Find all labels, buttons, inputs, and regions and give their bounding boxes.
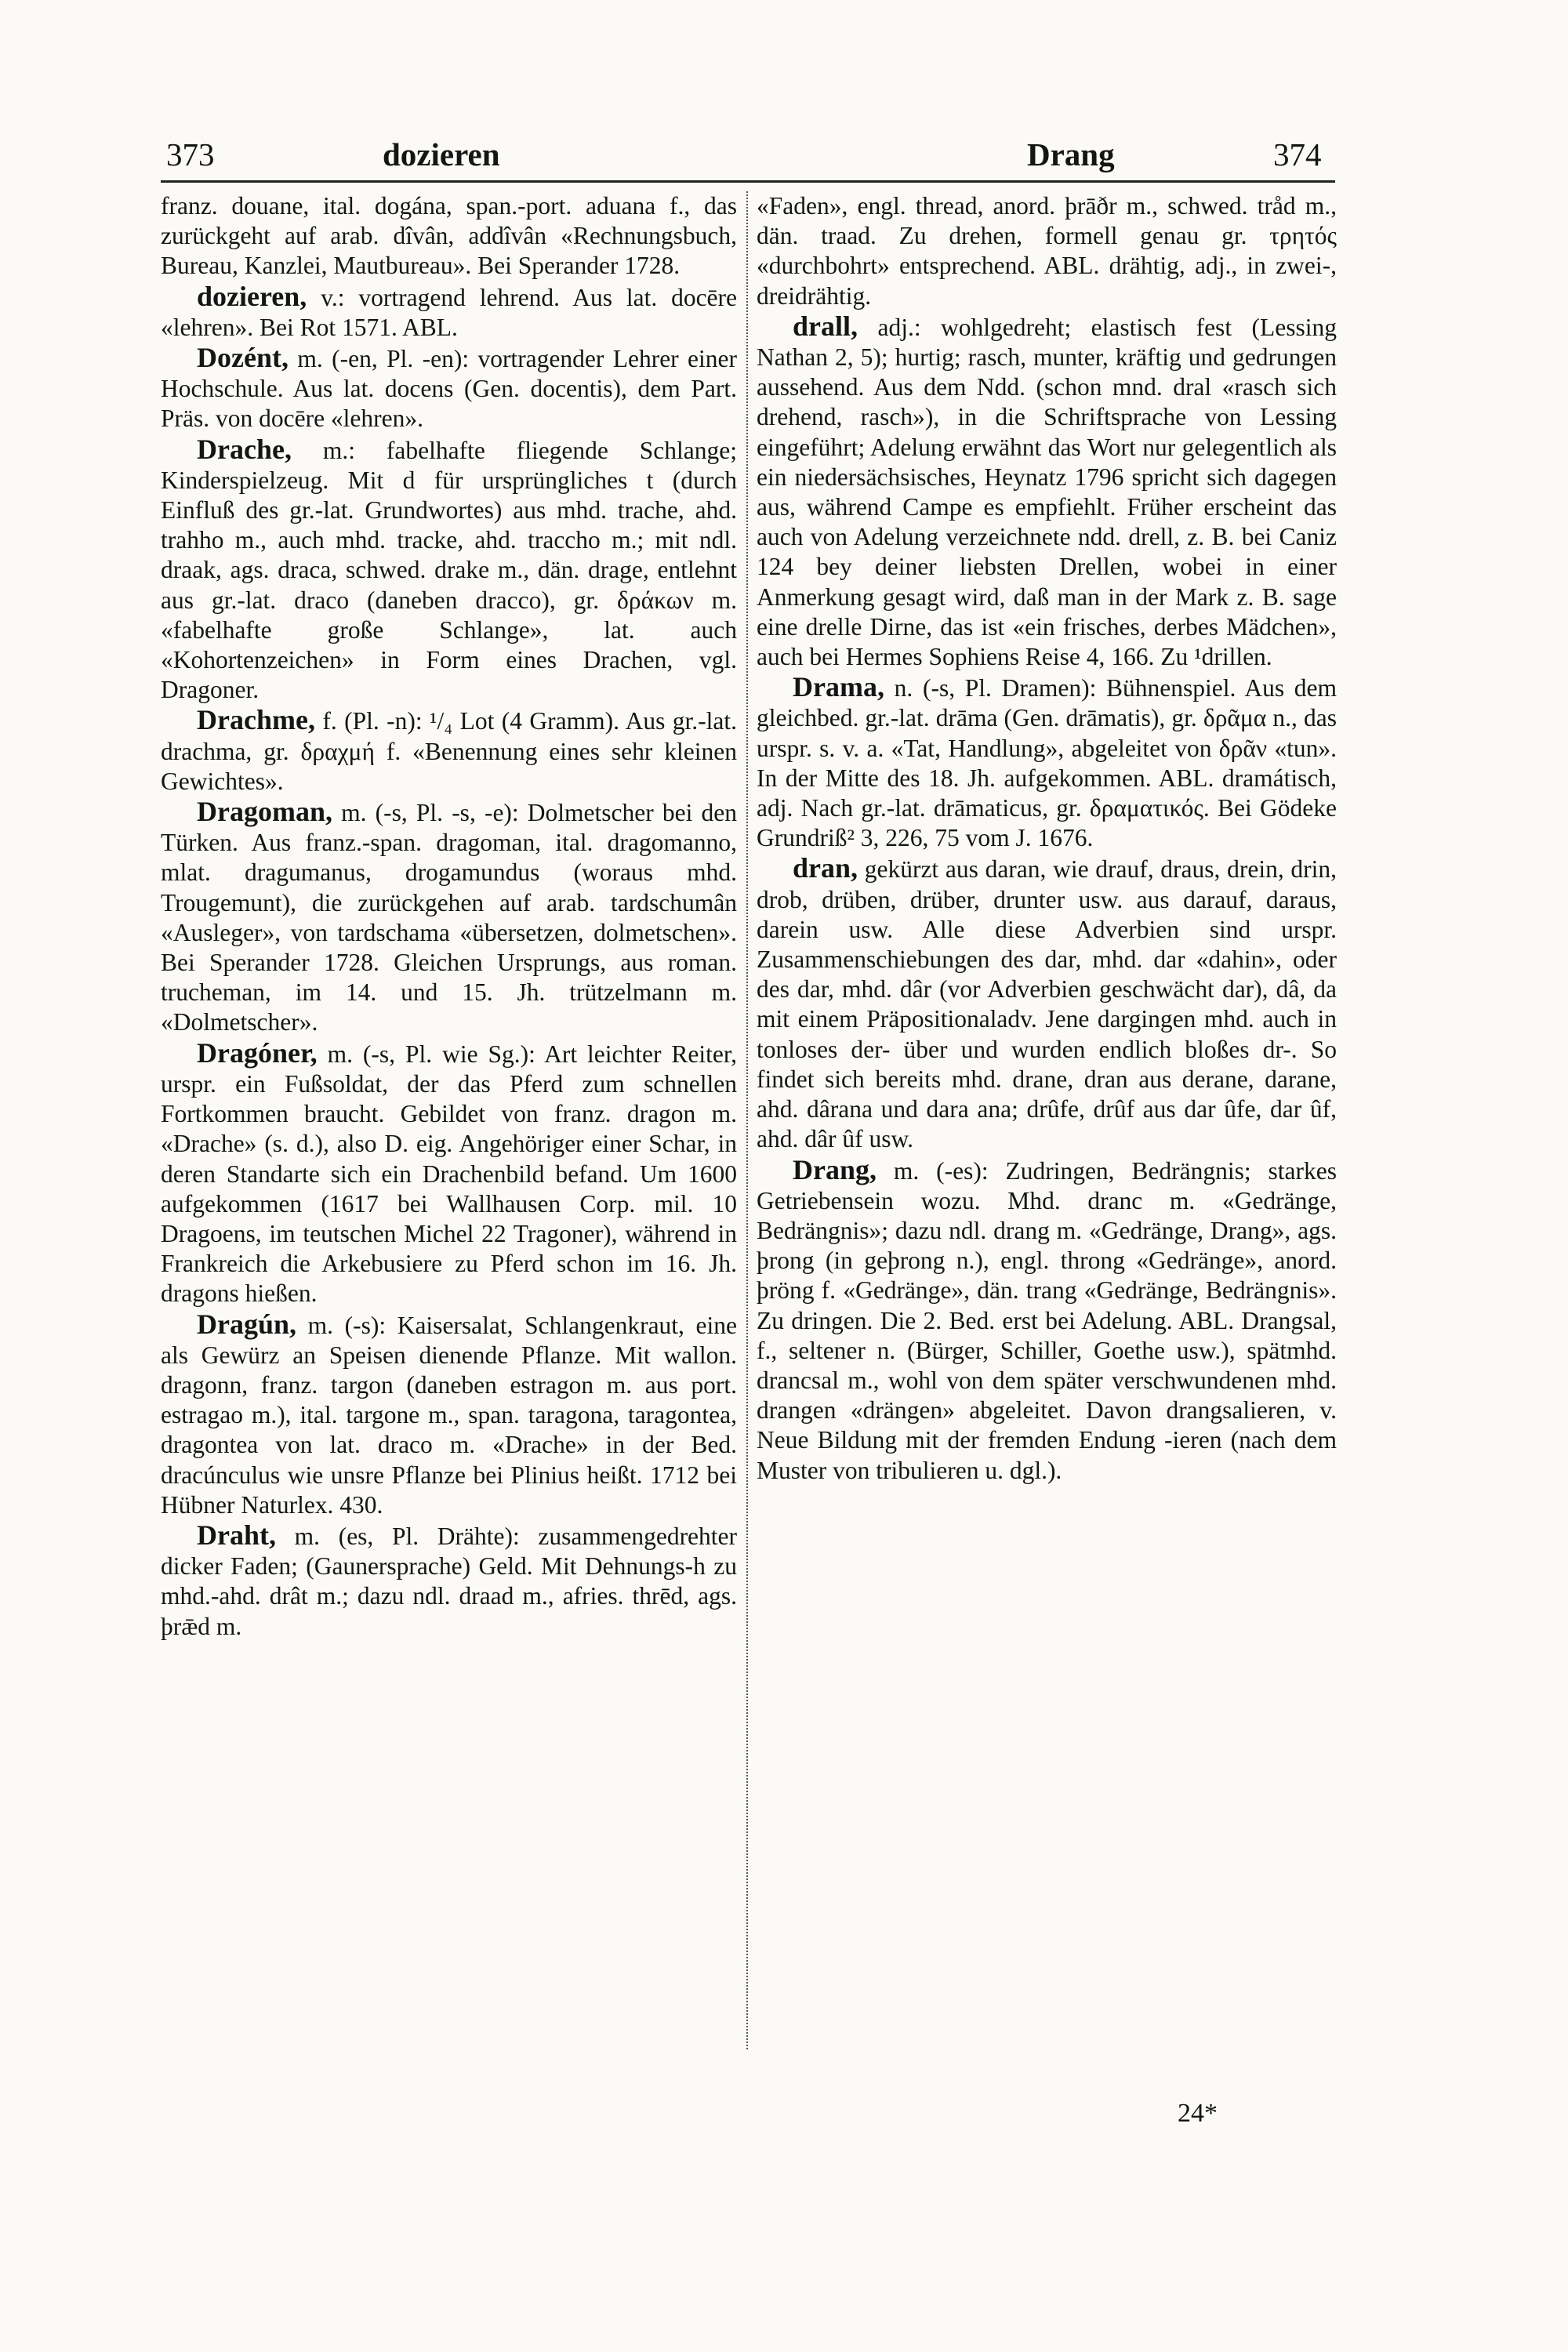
dictionary-entry: Dragoman, m. (-s, Pl. -s, -e): Dolmetscher bei den Türken. Aus franz.-span. dragoman, ital. dragomanno, mlat. dragumanus, drogamundus (woraus mhd. Trougemunt), die zurückgehen auf arab. tardschumân «Ausleger», von tardschama «übersetzen, dolmetschen». Bei Sperander 1728. Gleichen Ursprungs, aus roman. trucheman, im 14. und 15. Jh. trützelmann m. «Dolmetscher». bbox=[161, 796, 737, 1036]
dictionary-entry: franz. douane, ital. dogána, span.-port. aduana f., das zurückgeht auf arab. dîvân, addîvân «Rechnungsbuch, Bureau, Kanzlei, Mautbureau». Bei Sperander 1728. bbox=[161, 192, 737, 280]
running-header bbox=[0, 132, 1568, 187]
left-guide-word: dozieren bbox=[383, 136, 500, 172]
entry-headword: dozieren, bbox=[197, 280, 307, 312]
entry-headword: Drachme, bbox=[197, 704, 315, 736]
right-guide-word: Drang bbox=[1027, 136, 1115, 172]
dictionary-entry: Drachme, f. (Pl. -n): ¹/₄ Lot (4 Gramm). Aus gr.-lat. drachma, gr. δραχμή f. «Benennung eines sehr kleinen Gewichtes». bbox=[161, 704, 737, 795]
entry-headword: Drache, bbox=[197, 433, 292, 465]
dictionary-entry: Drache, m.: fabelhafte fliegende Schlange; Kinderspielzeug. Mit d für ursprüngliches t (durch Einfluß des gr.-lat. Grundwortes) aus mhd. trache, ahd. trahho m., auch mhd. tracke, ahd. traccho m.; mit ndl. draak, ags. draca, schwed. drake m., dän. drage, entlehnt aus gr.-lat. draco (daneben dracco), gr. δράκων m. «fabelhafte große Schlange», lat. auch «Kohortenzeichen» in Form eines Drachen, vgl. Dragoner. bbox=[161, 433, 737, 704]
entry-headword: drall, bbox=[793, 310, 858, 342]
left-column bbox=[161, 191, 737, 1642]
entry-headword: Drang, bbox=[793, 1153, 877, 1185]
column-divider bbox=[746, 191, 749, 2049]
entry-headword: Dozént, bbox=[197, 342, 289, 374]
entry-headword: dran, bbox=[793, 852, 858, 884]
entry-headword: Dragún, bbox=[197, 1308, 297, 1340]
dictionary-entry: dozieren, v.: vortragend lehrend. Aus lat. docēre «lehren». Bei Rot 1571. ABL. bbox=[161, 280, 738, 341]
dictionary-entry: Dragún, m. (-s): Kaisersalat, Schlangenkraut, eine als Gewürz an Speisen dienende Pflanze. Mit wallon. dragonn, franz. targon (daneben estragon m. aus port. estragao m.), ital. targone m., span. taragona, taragontea, dragontea von lat. draco m. «Drache» in der Bed. dracúnculus wie unsre Pflanze bei Plinius heißt. 1712 bei Hübner Naturlex. 430. bbox=[161, 1308, 737, 1519]
left-page-number: 373 bbox=[166, 136, 215, 172]
dictionary-entry: Drama, n. (-s, Pl. Dramen): Bühnenspiel. Aus dem gleichbed. gr.-lat. drāma (Gen. drāmatis), gr. δρᾶμα n., das urspr. s. v. a. «Tat, Handlung», abgeleitet von δρᾶν «tun». In der Mitte des 18. Jh. aufgekommen. ABL. dramátisch, adj. Nach gr.-lat. drāmaticus, gr. δραματικός. Bei Gödeke Grundriß² 3, 226, 75 vom J. 1676. bbox=[757, 671, 1337, 852]
dictionary-entry: «Faden», engl. thread, anord. þrāðr m., schwed. tråd m., dän. traad. Zu drehen, formell genau gr. τρητός «durchbohrt» entsprechend. ABL. drähtig, adj., in zwei-, dreidrähtig. bbox=[757, 192, 1337, 310]
entry-headword: Dragóner, bbox=[197, 1036, 318, 1069]
right-page-number: 374 bbox=[1273, 136, 1322, 172]
printer-signature: 24* bbox=[1178, 2099, 1218, 2128]
entry-headword: Dragoman, bbox=[197, 796, 332, 828]
entry-headword: Draht, bbox=[197, 1519, 276, 1551]
dictionary-entry: Drang, m. (-es): Zudringen, Bedrängnis; starkes Getriebensein wozu. Mhd. dranc m. «Gedränge, Bedrängnis»; dazu ndl. drang m. «Gedränge, Drang», ags. þrong (in geþrong n.), engl. throng «Gedränge», anord. þröng f. «Gedränge», dän. trang «Gedränge, Bedrängnis». Zu dringen. Die 2. Bed. erst bei Adelung. ABL. Drangsal, f., seltener n. (Bürger, Schiller, Goethe usw.), spätmhd. drancsal m., wohl von dem später verschwundenen mhd. drangen «drängen» abgeleitet. Davon drangsalieren, v. Neue Bildung mit der fremden Endung -ieren (nach dem Muster von tribulieren u. dgl.). bbox=[757, 1153, 1337, 1484]
dictionary-entry: Dozént, m. (-en, Pl. -en): vortragender Lehrer einer Hochschule. Aus lat. docens (Gen. docentis), dem Part. Präs. von docēre «lehren». bbox=[161, 342, 738, 433]
entry-headword: Drama, bbox=[793, 671, 884, 703]
dictionary-entry: Draht, m. (es, Pl. Drähte): zusammengedrehter dicker Faden; (Gaunersprache) Geld. Mit Dehnungs-h zu mhd.-ahd. drât m.; dazu ndl. draad m., afries. thrēd, ags. þrǣd m. bbox=[161, 1519, 738, 1640]
right-column bbox=[757, 191, 1337, 1486]
dictionary-entry: Dragóner, m. (-s, Pl. wie Sg.): Art leichter Reiter, urspr. ein Fußsoldat, der das Pferd zum schnellen Fortkommen braucht. Gebildet von franz. dragon m. «Drache» (s. d.), also D. eig. Angehöriger einer Schar, in deren Standarte sich ein Drachenbild befand. Um 1600 aufgekommen (1617 bei Wallhausen Corp. mil. 10 Dragoens, im teutschen Michel 22 Tragoner), während in Frankreich die Arkebusiere zu Pferd schon im 16. Jh. dragons hießen. bbox=[161, 1036, 737, 1308]
header-rule bbox=[161, 180, 1335, 183]
dictionary-entry: drall, adj.: wohlgedreht; elastisch fest (Lessing Nathan 2, 5); hurtig; rasch, munter, kräftig und gedrungen aussehend. Aus dem Ndd. (schon mnd. dral «rasch sich drehend, rasch»), in die Schriftsprache von Lessing eingeführt; Adelung erwähnt das Wort nur gelegentlich als ein niedersächsisches, Heynatz 1796 spricht sich dagegen aus, während Campe es empfiehlt. Früher erscheint das auch von Adelung verzeichnete ndd. drell, z. B. bei Caniz 124 bey deiner liebsten Drellen, wobei in einer Anmerkung gesagt wird, daß man in der Mark z. B. sage eine drelle Dirne, das ist «ein frisches, derbes Mädchen», auch bei Hermes Sophiens Reise 4, 166. Zu ¹drillen. bbox=[757, 310, 1337, 671]
dictionary-entry: dran, gekürzt aus daran, wie drauf, draus, drein, drin, drob, drüben, drüber, drunter usw. aus darauf, daraus, darein usw. Alle diese Adverbien sind urspr. Zusammenschiebungen des dar, mhd. dar «dahin», oder des dar, mhd. dâr (vor Adverbien geschwächt dar), dâ, da mit einem Präpositionaladv. Jene dargingen mhd. auch in tonloses der- über und wurden endlich bloßes dr-. So findet sich bereits mhd. drane, dran aus derane, darane, ahd. dârana und dara ana; drûfe, drûf aus dar ûfe, dar ûf, ahd. dâr ûf usw. bbox=[757, 852, 1338, 1153]
